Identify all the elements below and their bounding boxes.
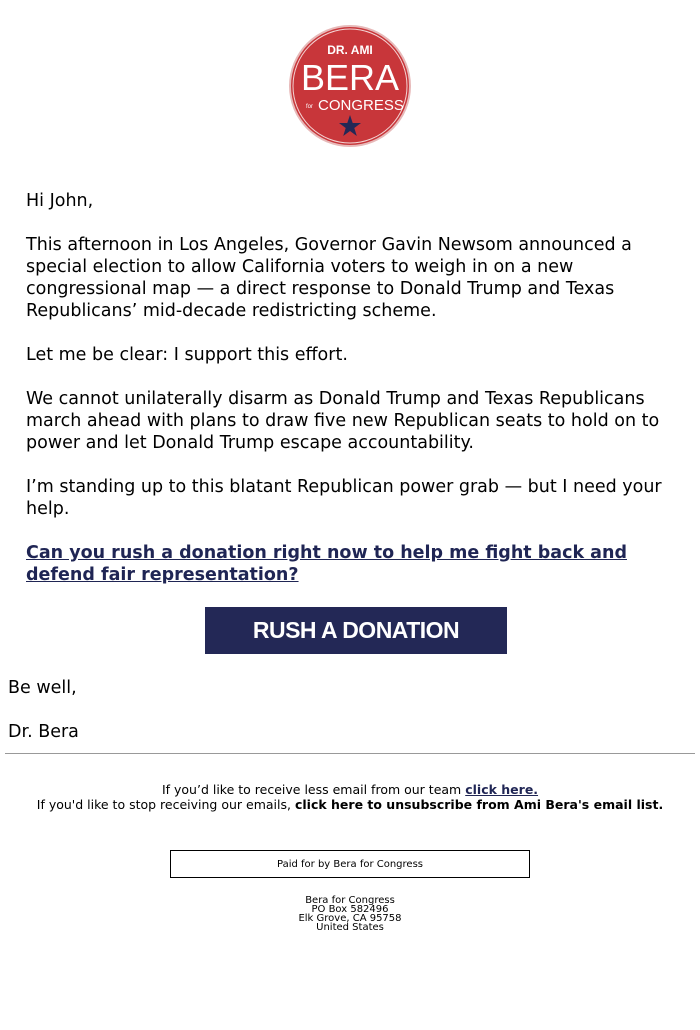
rush-donation-button[interactable]: RUSH A DONATION: [205, 607, 507, 654]
logo-seal: [288, 24, 412, 148]
less-email-link[interactable]: click here.: [465, 782, 539, 797]
logo-for: for: [306, 104, 314, 110]
unsubscribe-text: If you'd like to stop receiving our emails,: [36, 797, 291, 812]
mailing-address: [0, 896, 700, 932]
paragraph-2: Let me be clear: I support this effort.: [26, 345, 348, 365]
logo-line2: BERA: [300, 57, 400, 98]
footer-divider: [5, 753, 695, 754]
campaign-logo: [288, 24, 412, 148]
paragraph-4: I’m standing up to this blatant Republican power grab — but I need your help.: [26, 477, 662, 519]
address-line: PO Box 582496: [311, 904, 389, 915]
paragraph-3: We cannot unilaterally disarm as Donald Trump and Texas Republicans march ahead with plans to draw five new Republican seats to hold on to power and let Donald Trump escape accountability.: [26, 389, 660, 453]
address-line: Elk Grove, CA 95758: [298, 913, 402, 924]
address-line: United States: [316, 922, 384, 933]
less-email-text: If you’d like to receive less email from our team: [161, 782, 462, 797]
paragraph-1: This afternoon in Los Angeles, Governor Gavin Newsom announced a special election to allow California voters to weigh in on a new congressional map — a direct response to Donald Trump and Texas Republicans’ mid-decade redistricting scheme.: [26, 235, 632, 321]
signoff: Be well,: [8, 678, 77, 698]
donation-cta-link[interactable]: Can you rush a donation right now to help me fight back and defend fair representation?: [26, 543, 627, 585]
unsubscribe-line: [0, 797, 700, 812]
signature: Dr. Bera: [8, 722, 79, 742]
address-line: Bera for Congress: [305, 895, 395, 906]
logo-line3: CONGRESS: [318, 97, 404, 114]
unsubscribe-link[interactable]: click here to unsubscribe from Ami Bera's email list.: [294, 797, 664, 812]
greeting: Hi John,: [26, 191, 94, 211]
paid-for-box: [170, 850, 530, 878]
less-email-line: [0, 782, 700, 797]
logo-line1: DR. AMI: [327, 43, 373, 57]
paid-for-text: Paid for by Bera for Congress: [277, 858, 423, 870]
